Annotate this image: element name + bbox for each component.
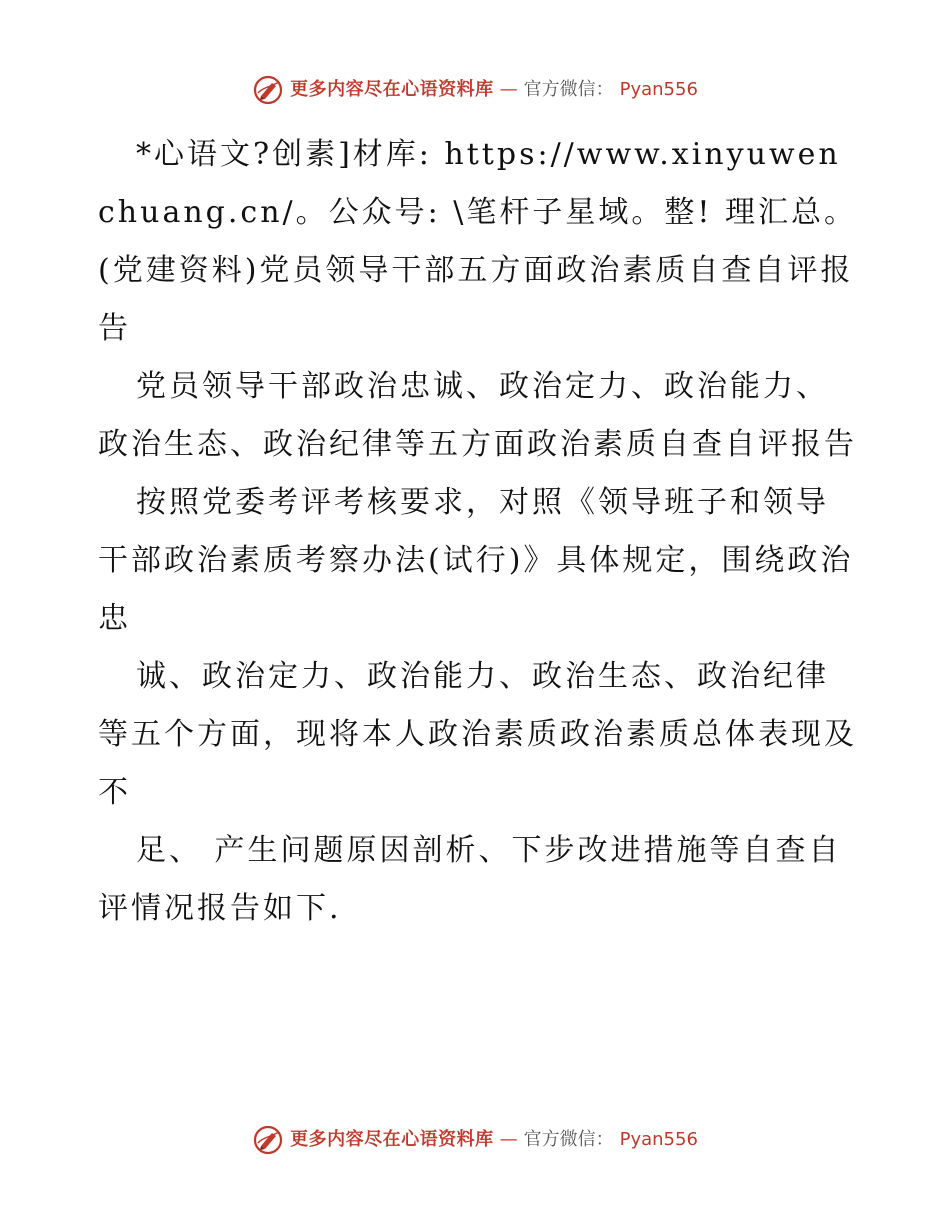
document-body [98, 126, 858, 938]
pen-logo-icon [252, 74, 284, 106]
header-brand-text: 更多内容尽在心语资料库 [290, 79, 494, 100]
page-header [0, 70, 950, 110]
footer-official-value: Pyan556 [619, 1129, 698, 1150]
footer-banner [252, 1124, 698, 1156]
footer-dash: — [499, 1129, 518, 1150]
header-official-label: 官方微信： [523, 79, 614, 100]
paragraph-report: 足、 产生问题原因剖析、下步改进措施等自查自评情况报告如下. [98, 833, 842, 926]
footer-official-label: 官方微信： [523, 1129, 614, 1150]
footer-brand-text: 更多内容尽在心语资料库 [290, 1129, 494, 1150]
paragraph-title: *心语文?创素]材库: https://www.xinyuwenchuang.cn/。公众号: \笔杆子星域。整! 理汇总。(党建资料)党员领导干部五方面政治素质自查自评报告 [98, 137, 857, 346]
pen-logo-icon [252, 1124, 284, 1156]
paragraph-aspects: 诚、政治定力、政治能力、政治生态、政治纪律等五个方面，现将本人政治素质政治素质总体表现及不 [98, 659, 857, 810]
header-official-value: Pyan556 [619, 79, 698, 100]
paragraph-subtitle: 党员领导干部政治忠诚、政治定力、政治能力、政治生态、政治纪律等五方面政治素质自查自评报告 [98, 369, 857, 462]
paragraph-intro: 按照党委考评考核要求，对照《领导班子和领导干部政治素质考察办法(试行)》具体规定，围绕政治忠 [98, 485, 854, 636]
header-dash: — [499, 79, 518, 100]
header-banner [252, 74, 698, 106]
page-footer [0, 1120, 950, 1160]
